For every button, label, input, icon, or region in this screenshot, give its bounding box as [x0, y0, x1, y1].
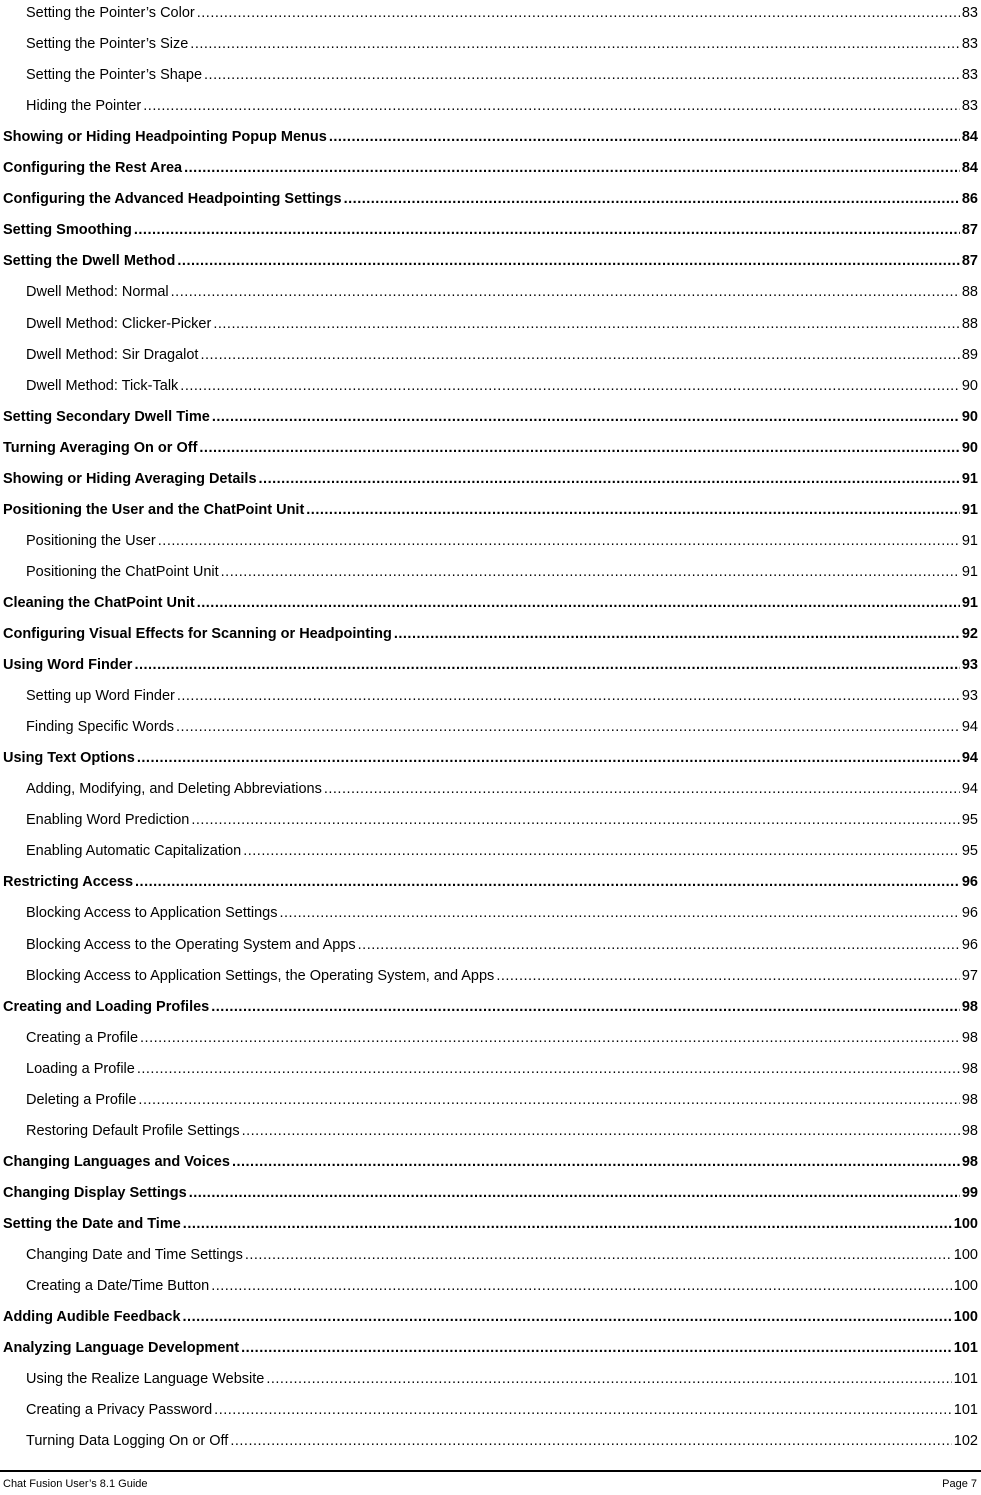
toc-entry-page: 83 [961, 36, 978, 53]
toc-entry-page: 101 [953, 1371, 978, 1388]
toc-entry-page: 101 [953, 1340, 978, 1357]
toc-entry-page: 84 [961, 160, 978, 177]
toc-entry-title: Configuring Visual Effects for Scanning or Headpointing [3, 626, 392, 642]
toc-entry-page: 99 [961, 1184, 978, 1201]
toc-entry-title: Adding, Modifying, and Deleting Abbreviations [26, 781, 322, 798]
toc-entry[interactable] [3, 248, 978, 270]
toc-leader-dots [232, 1153, 960, 1171]
toc-leader-dots [189, 1184, 960, 1202]
toc-entry[interactable] [3, 1149, 978, 1171]
toc-entry-title: Hiding the Pointer [26, 98, 142, 115]
toc-entry[interactable] [3, 1118, 978, 1140]
toc-leader-dots [137, 749, 960, 767]
toc-entry-page: 96 [961, 936, 978, 953]
toc-entry[interactable] [3, 683, 978, 705]
toc-entry[interactable] [3, 311, 978, 333]
toc-entry-title: Enabling Word Prediction [26, 812, 190, 829]
toc-entry[interactable] [3, 279, 978, 301]
toc-entry-page: 91 [961, 470, 978, 487]
toc-entry-title: Deleting a Profile [26, 1091, 137, 1108]
toc-entry-title: Creating a Date/Time Button [26, 1278, 210, 1295]
toc-entry[interactable] [3, 435, 978, 457]
toc-entry-page: 89 [961, 346, 978, 363]
toc-entry-title: Restoring Default Profile Settings [26, 1122, 240, 1139]
footer-guide-title: Chat Fusion User’s 8.1 Guide [3, 1478, 148, 1490]
toc-leader-dots [135, 873, 960, 891]
toc-entry-page: 88 [961, 315, 978, 332]
toc-entry[interactable] [3, 994, 978, 1016]
toc-entry-title: Blocking Access to the Operating System and Apps [26, 936, 356, 953]
toc-entry-page: 100 [953, 1215, 978, 1232]
toc-entry[interactable] [3, 745, 978, 767]
toc-entry[interactable] [3, 31, 978, 53]
toc-entry-page: 90 [961, 439, 978, 456]
toc-leader-dots [138, 1091, 959, 1109]
toc-entry-page: 87 [961, 253, 978, 270]
toc-entry[interactable] [3, 1087, 978, 1109]
toc-entry-page: 94 [961, 750, 978, 767]
toc-leader-dots [171, 283, 960, 301]
toc-entry-page: 83 [961, 67, 978, 84]
toc-entry[interactable] [3, 217, 978, 239]
toc-entry-title: Setting the Pointer’s Size [26, 36, 189, 53]
toc-entry[interactable] [3, 1335, 978, 1357]
toc-entry-title: Setting Secondary Dwell Time [3, 408, 210, 425]
toc-entry[interactable] [3, 652, 978, 674]
toc-entry[interactable] [3, 559, 978, 581]
toc-entry-page: 91 [961, 594, 978, 611]
toc-entry-title: Using Word Finder [3, 657, 133, 674]
toc-leader-dots [197, 4, 960, 22]
toc-entry-page: 95 [961, 843, 978, 860]
footer-page-number: Page 7 [942, 1478, 977, 1490]
toc-entry[interactable] [3, 1273, 978, 1295]
toc-leader-dots [200, 346, 959, 364]
page-footer [3, 1478, 977, 1490]
toc-entry-page: 98 [961, 1153, 978, 1170]
toc-entry-page: 98 [961, 1122, 978, 1139]
toc-entry-title: Setting the Date and Time [3, 1215, 181, 1232]
toc-entry[interactable] [3, 590, 978, 612]
toc-entry-page: 86 [961, 191, 978, 208]
toc-entry-title: Configuring the Advanced Headpointing Settings [3, 191, 342, 208]
toc-leader-dots [214, 1401, 952, 1419]
toc-leader-dots [177, 252, 959, 270]
toc-entry-title: Turning Data Logging On or Off [26, 1433, 229, 1450]
toc-entry-title: Setting the Dwell Method [3, 253, 176, 270]
toc-entry-title: Dwell Method: Sir Dragalot [26, 346, 199, 363]
toc-entry-title: Finding Specific Words [26, 719, 175, 736]
toc-leader-dots [221, 563, 960, 581]
toc-entry[interactable] [3, 1180, 978, 1202]
toc-leader-dots [137, 1060, 960, 1078]
toc-entry-page: 83 [961, 98, 978, 115]
toc-leader-dots [191, 811, 960, 829]
toc-entry-page: 91 [961, 532, 978, 549]
toc-leader-dots [266, 1370, 951, 1388]
toc-entry-title: Setting the Pointer’s Color [26, 5, 195, 21]
toc-entry-title: Positioning the User and the ChatPoint Unit [3, 501, 305, 518]
toc-entry-title: Changing Date and Time Settings [26, 1247, 243, 1263]
toc-leader-dots [197, 594, 960, 612]
toc-entry[interactable] [3, 186, 978, 208]
toc-entry-title: Restricting Access [3, 874, 134, 891]
toc-entry[interactable] [3, 963, 978, 985]
toc-entry-title: Configuring the Rest Area [3, 160, 183, 177]
toc-entry[interactable] [3, 1397, 978, 1419]
toc-leader-dots [140, 1029, 960, 1047]
toc-entry-title: Dwell Method: Clicker-Picker [26, 315, 212, 332]
toc-entry-page: 87 [961, 222, 978, 239]
toc-entry-title: Setting up Word Finder [26, 688, 175, 705]
toc-entry-title: Positioning the User [26, 532, 156, 549]
toc-entry[interactable] [3, 900, 978, 922]
toc-leader-dots [213, 315, 960, 333]
toc-entry[interactable] [3, 1428, 978, 1450]
toc-entry-title: Showing or Hiding Headpointing Popup Menus [3, 129, 327, 146]
toc-entry[interactable] [3, 1056, 978, 1078]
toc-entry-title: Dwell Method: Normal [26, 284, 169, 301]
toc-leader-dots [212, 408, 960, 426]
toc-entry-page: 90 [961, 408, 978, 425]
toc-entry[interactable] [3, 1211, 978, 1233]
toc-leader-dots [358, 936, 960, 954]
toc-leader-dots [394, 625, 960, 643]
toc-entry-page: 97 [961, 967, 978, 984]
toc-entry[interactable] [3, 93, 978, 115]
toc-entry-title: Blocking Access to Application Settings, the Operating System, and Apps [26, 967, 495, 984]
toc-leader-dots [242, 1122, 960, 1140]
footer-divider [0, 1470, 981, 1472]
toc-entry[interactable] [3, 838, 978, 860]
toc-entry-page: 95 [961, 812, 978, 829]
toc-entry-page: 100 [953, 1247, 978, 1263]
toc-entry[interactable] [3, 621, 978, 643]
toc-leader-dots [183, 1308, 952, 1326]
toc-entry[interactable] [3, 807, 978, 829]
toc-entry[interactable] [3, 1366, 978, 1388]
toc-entry[interactable] [3, 342, 978, 364]
toc-leader-dots [211, 998, 960, 1016]
toc-entry-page: 93 [961, 657, 978, 674]
toc-entry-title: Showing or Hiding Averaging Details [3, 470, 257, 487]
toc-leader-dots [259, 470, 960, 488]
toc-entry-title: Changing Languages and Voices [3, 1153, 230, 1170]
toc-entry[interactable] [3, 1304, 978, 1326]
toc-leader-dots [329, 128, 960, 146]
toc-entry-title: Using the Realize Language Website [26, 1371, 265, 1388]
toc-entry-title: Creating and Loading Profiles [3, 998, 210, 1015]
toc-leader-dots [176, 718, 960, 736]
toc-entry-title: Enabling Automatic Capitalization [26, 843, 242, 860]
toc-entry-page: 98 [961, 1060, 978, 1077]
toc-leader-dots [306, 501, 960, 519]
toc-leader-dots [134, 656, 959, 674]
toc-entry[interactable] [3, 373, 978, 395]
toc-leader-dots [190, 35, 960, 53]
toc-entry[interactable] [3, 932, 978, 954]
toc-entry[interactable] [3, 1242, 978, 1264]
toc-leader-dots [199, 439, 959, 457]
toc-entry-page: 90 [961, 377, 978, 394]
toc-entry-page: 94 [961, 719, 978, 736]
toc-entry-title: Turning Averaging On or Off [3, 439, 198, 456]
toc-leader-dots [211, 1277, 952, 1295]
toc-leader-dots [279, 904, 959, 922]
toc-entry[interactable] [3, 124, 978, 146]
toc-entry-page: 98 [961, 998, 978, 1015]
toc-entry[interactable] [3, 404, 978, 426]
toc-entry-page: 93 [961, 688, 978, 705]
toc-entry-page: 98 [961, 1029, 978, 1046]
toc-entry-title: Cleaning the ChatPoint Unit [3, 594, 195, 611]
toc-leader-dots [143, 97, 960, 115]
toc-entry-title: Blocking Access to Application Settings [26, 905, 278, 922]
toc-entry-title: Positioning the ChatPoint Unit [26, 563, 219, 580]
toc-entry[interactable] [3, 714, 978, 736]
toc-entry-page: 88 [961, 284, 978, 301]
toc-entry[interactable] [3, 155, 978, 177]
toc-entry-title: Using Text Options [3, 750, 135, 767]
toc-leader-dots [324, 780, 960, 798]
toc-leader-dots [241, 1339, 952, 1357]
toc-leader-dots [496, 967, 960, 985]
toc-entry-page: 100 [953, 1309, 978, 1326]
toc-entry[interactable] [3, 1025, 978, 1047]
toc-entry-title: Loading a Profile [26, 1060, 135, 1077]
toc-leader-dots [344, 190, 960, 208]
toc-entry[interactable] [3, 776, 978, 798]
toc-leader-dots [243, 842, 960, 860]
toc-entry-page: 96 [961, 905, 978, 922]
toc-entry-page: 100 [953, 1278, 978, 1295]
toc-entry-page: 94 [961, 781, 978, 798]
toc-entry-page: 92 [961, 626, 978, 642]
toc-entry[interactable] [3, 869, 978, 891]
toc-leader-dots [158, 532, 960, 550]
toc-leader-dots [180, 377, 960, 395]
toc-leader-dots [184, 159, 960, 177]
toc-leader-dots [245, 1246, 952, 1264]
toc-entry-title: Creating a Profile [26, 1029, 139, 1046]
toc-leader-dots [204, 66, 960, 84]
toc-entry-page: 101 [953, 1402, 978, 1419]
toc-entry[interactable] [3, 0, 978, 22]
toc-entry-page: 96 [961, 874, 978, 891]
toc-entry-page: 83 [961, 5, 978, 21]
toc-entry-page: 91 [961, 501, 978, 518]
toc-entry[interactable] [3, 466, 978, 488]
toc-entry[interactable] [3, 62, 978, 84]
toc-entry-title: Creating a Privacy Password [26, 1402, 213, 1419]
toc-entry-title: Setting the Pointer’s Shape [26, 67, 203, 84]
toc-leader-dots [134, 221, 960, 239]
toc-entry[interactable] [3, 497, 978, 519]
toc-entry-page: 84 [961, 129, 978, 146]
toc-leader-dots [183, 1215, 952, 1233]
toc-entry-page: 98 [961, 1091, 978, 1108]
toc-leader-dots [230, 1432, 951, 1450]
toc-entry-title: Setting Smoothing [3, 222, 132, 239]
toc-entry-page: 91 [961, 563, 978, 580]
toc-leader-dots [177, 687, 960, 705]
toc-entry-title: Analyzing Language Development [3, 1340, 240, 1357]
toc-entry-title: Changing Display Settings [3, 1184, 187, 1201]
toc-entry-title: Adding Audible Feedback [3, 1309, 181, 1326]
toc-entry-title: Dwell Method: Tick-Talk [26, 377, 179, 394]
toc-entry-page: 102 [953, 1433, 978, 1450]
toc-entry[interactable] [3, 528, 978, 550]
